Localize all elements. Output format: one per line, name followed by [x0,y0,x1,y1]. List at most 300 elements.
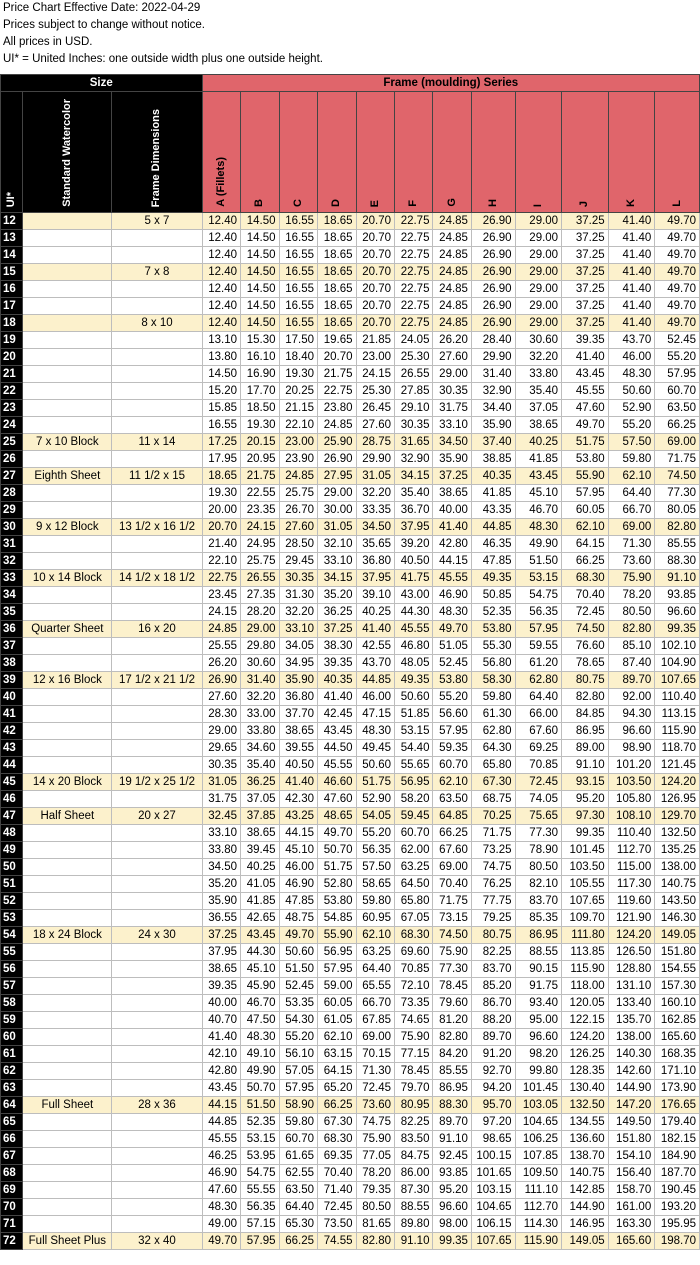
price-cell: 63.25 [394,859,432,876]
price-cell: 45.10 [279,842,317,859]
price-cell: 62.10 [356,927,394,944]
table-row [1,298,700,315]
price-cell: 77.30 [433,961,471,978]
price-cell: 77.30 [655,485,700,502]
price-cell: 32.20 [279,604,317,621]
price-cell: 77.15 [394,1046,432,1063]
price-cell: 29.00 [515,247,562,264]
price-cell: 39.10 [356,587,394,604]
series-column-header: H [471,92,515,213]
price-cell: 74.50 [655,468,700,485]
price-cell: 64.40 [356,961,394,978]
price-cell: 84.75 [394,1148,432,1165]
price-cell: 30.35 [433,383,471,400]
price-cell: 97.20 [471,1114,515,1131]
price-cell: 77.30 [515,825,562,842]
price-cell: 115.00 [608,859,655,876]
price-cell: 100.15 [471,1148,515,1165]
price-cell: 35.20 [202,876,240,893]
watercolor-cell [23,417,112,434]
price-cell: 16.55 [279,213,317,230]
price-cell: 57.95 [655,366,700,383]
ui-cell: 29 [1,502,23,519]
frame-dimension-cell [112,1046,202,1063]
price-cell: 28.30 [202,706,240,723]
price-cell: 19.30 [279,366,317,383]
watercolor-cell [23,638,112,655]
table-row [1,1131,700,1148]
price-cell: 111.10 [515,1182,562,1199]
price-cell: 126.95 [655,791,700,808]
ui-cell: 13 [1,230,23,247]
price-cell: 29.45 [279,553,317,570]
price-cell: 55.90 [562,468,609,485]
price-cell: 69.60 [394,944,432,961]
price-cell: 37.25 [562,230,609,247]
price-cell: 60.05 [318,995,356,1012]
series-column-header: G [433,92,471,213]
price-cell: 21.40 [202,536,240,553]
price-cell: 80.95 [394,1097,432,1114]
frame-dimension-cell [112,961,202,978]
watercolor-cell [23,400,112,417]
price-cell: 53.80 [471,621,515,638]
price-cell: 16.55 [279,281,317,298]
price-cell: 39.35 [562,332,609,349]
frame-dimension-cell [112,502,202,519]
price-cell: 54.30 [279,1012,317,1029]
watercolor-cell [23,757,112,774]
price-cell: 84.20 [433,1046,471,1063]
price-cell: 59.55 [515,638,562,655]
watercolor-cell [23,706,112,723]
price-cell: 193.20 [655,1199,700,1216]
price-cell: 96.60 [515,1029,562,1046]
frame-dimension-cell: 11 x 14 [112,434,202,451]
watercolor-cell: 14 x 20 Block [23,774,112,791]
frame-dimension-cell [112,842,202,859]
price-cell: 79.70 [394,1080,432,1097]
table-row [1,1012,700,1029]
price-cell: 69.00 [433,859,471,876]
table-row [1,1114,700,1131]
price-cell: 20.15 [241,434,279,451]
price-cell: 46.80 [394,638,432,655]
price-cell: 73.35 [394,995,432,1012]
price-cell: 154.55 [655,961,700,978]
price-cell: 163.30 [608,1216,655,1233]
frame-dimension-cell [112,1165,202,1182]
size-header: Size [1,75,203,92]
price-cell: 45.55 [394,621,432,638]
ui-cell: 45 [1,774,23,791]
price-cell: 15.20 [202,383,240,400]
table-row [1,961,700,978]
watercolor-cell [23,740,112,757]
price-cell: 19.65 [318,332,356,349]
price-cell: 86.00 [394,1165,432,1182]
price-cell: 29.00 [515,264,562,281]
watercolor-cell [23,383,112,400]
price-cell: 39.35 [202,978,240,995]
price-cell: 34.40 [471,400,515,417]
price-cell: 109.50 [515,1165,562,1182]
price-cell: 32.20 [241,689,279,706]
price-cell: 89.00 [562,740,609,757]
price-cell: 30.35 [279,570,317,587]
price-cell: 64.40 [608,485,655,502]
price-cell: 26.90 [471,213,515,230]
price-cell: 22.75 [394,298,432,315]
watercolor-cell [23,502,112,519]
series-column-header: C [279,92,317,213]
price-cell: 102.10 [655,638,700,655]
price-cell: 39.55 [279,740,317,757]
ui-cell: 48 [1,825,23,842]
price-cell: 97.30 [562,808,609,825]
price-cell: 51.50 [515,553,562,570]
price-cell: 57.50 [356,859,394,876]
watercolor-cell [23,1199,112,1216]
price-cell: 49.45 [356,740,394,757]
price-cell: 15.85 [202,400,240,417]
price-cell: 107.65 [471,1233,515,1250]
price-cell: 58.20 [394,791,432,808]
ui-cell: 19 [1,332,23,349]
price-cell: 22.75 [394,264,432,281]
price-cell: 75.90 [433,944,471,961]
price-cell: 75.90 [356,1131,394,1148]
price-cell: 41.40 [279,774,317,791]
price-cell: 32.45 [202,808,240,825]
price-cell: 74.75 [356,1114,394,1131]
table-row [1,706,700,723]
price-cell: 66.70 [608,502,655,519]
price-cell: 44.15 [433,553,471,570]
price-cell: 37.25 [562,213,609,230]
price-cell: 41.40 [608,213,655,230]
price-cell: 35.40 [515,383,562,400]
price-cell: 12.40 [202,281,240,298]
price-cell: 107.65 [655,672,700,689]
price-cell: 142.85 [562,1182,609,1199]
price-cell: 43.45 [562,366,609,383]
price-cell: 92.00 [608,689,655,706]
price-cell: 49.70 [202,1233,240,1250]
price-cell: 56.10 [279,1046,317,1063]
table-row [1,791,700,808]
price-cell: 72.45 [318,1199,356,1216]
price-cell: 12.40 [202,315,240,332]
price-cell: 76.60 [562,638,609,655]
price-cell: 138.00 [655,859,700,876]
frame-dimension-cell [112,485,202,502]
price-cell: 64.40 [515,689,562,706]
price-cell: 16.55 [279,315,317,332]
watercolor-cell [23,655,112,672]
price-cell: 20.70 [356,213,394,230]
price-cell: 43.35 [471,502,515,519]
ui-cell: 63 [1,1080,23,1097]
price-cell: 54.40 [394,740,432,757]
price-cell: 21.15 [279,400,317,417]
frame-dimension-cell [112,1012,202,1029]
price-cell: 42.80 [202,1063,240,1080]
price-cell: 104.65 [471,1199,515,1216]
price-cell: 95.20 [433,1182,471,1199]
price-cell: 18.65 [318,281,356,298]
price-cell: 49.90 [241,1063,279,1080]
price-cell: 122.15 [562,1012,609,1029]
price-cell: 50.85 [471,587,515,604]
frame-dimension-cell [112,332,202,349]
price-cell: 72.45 [356,1080,394,1097]
price-cell: 43.25 [279,808,317,825]
price-cell: 49.70 [655,230,700,247]
price-cell: 28.75 [356,434,394,451]
watercolor-cell: 10 x 14 Block [23,570,112,587]
price-cell: 43.45 [241,927,279,944]
price-cell: 42.30 [279,791,317,808]
price-cell: 60.95 [356,910,394,927]
price-cell: 91.10 [433,1131,471,1148]
ui-cell: 31 [1,536,23,553]
ui-cell: 38 [1,655,23,672]
price-cell: 75.90 [608,570,655,587]
watercolor-cell [23,230,112,247]
price-cell: 105.55 [562,876,609,893]
watercolor-cell [23,723,112,740]
price-cell: 24.05 [394,332,432,349]
frame-dimension-cell [112,995,202,1012]
price-cell: 14.50 [241,298,279,315]
price-cell: 64.30 [471,740,515,757]
price-cell: 89.70 [471,1029,515,1046]
price-cell: 93.15 [562,774,609,791]
price-cell: 43.70 [356,655,394,672]
table-row [1,468,700,485]
table-row [1,978,700,995]
price-cell: 56.80 [471,655,515,672]
ui-cell: 42 [1,723,23,740]
frame-dimension-cell [112,298,202,315]
price-cell: 78.45 [394,1063,432,1080]
price-cell: 41.40 [608,315,655,332]
price-cell: 53.15 [241,1131,279,1148]
price-cell: 154.10 [608,1148,655,1165]
price-cell: 20.70 [356,281,394,298]
price-cell: 67.30 [471,774,515,791]
price-cell: 53.80 [433,672,471,689]
price-cell: 93.85 [433,1165,471,1182]
ui-cell: 37 [1,638,23,655]
price-cell: 117.30 [608,876,655,893]
price-cell: 25.30 [356,383,394,400]
price-cell: 40.00 [433,502,471,519]
price-cell: 27.60 [433,349,471,366]
table-row [1,757,700,774]
price-cell: 52.45 [433,655,471,672]
price-cell: 93.85 [655,587,700,604]
price-cell: 80.75 [471,927,515,944]
effective-date-note: Price Chart Effective Date: 2022-04-29 [3,2,201,14]
price-cell: 52.35 [471,604,515,621]
price-cell: 73.15 [433,910,471,927]
price-cell: 165.60 [655,1029,700,1046]
frame-dimension-cell [112,706,202,723]
price-cell: 56.95 [318,944,356,961]
watercolor-cell [23,910,112,927]
price-cell: 115.90 [655,723,700,740]
price-cell: 65.80 [394,893,432,910]
price-cell: 37.25 [562,298,609,315]
price-cell: 35.40 [394,485,432,502]
price-cell: 53.80 [562,451,609,468]
ui-cell: 53 [1,910,23,927]
frame-dimension-cell: 11 1/2 x 15 [112,468,202,485]
price-cell: 61.20 [515,655,562,672]
price-cell: 32.20 [515,349,562,366]
table-row [1,502,700,519]
ui-cell: 66 [1,1131,23,1148]
price-cell: 28.20 [241,604,279,621]
watercolor-cell [23,485,112,502]
price-cell: 25.75 [241,553,279,570]
watercolor-cell [23,536,112,553]
table-row [1,740,700,757]
ui-cell: 26 [1,451,23,468]
price-cell: 29.90 [356,451,394,468]
ui-cell: 41 [1,706,23,723]
price-cell: 37.95 [394,519,432,536]
price-cell: 91.20 [471,1046,515,1063]
price-cell: 26.90 [318,451,356,468]
price-cell: 128.80 [608,961,655,978]
price-cell: 50.60 [608,383,655,400]
watercolor-cell [23,1080,112,1097]
price-cell: 54.05 [356,808,394,825]
watercolor-cell: 7 x 10 Block [23,434,112,451]
price-cell: 101.45 [562,842,609,859]
price-cell: 53.15 [394,723,432,740]
table-row [1,451,700,468]
price-cell: 86.70 [471,995,515,1012]
price-cell: 53.95 [241,1148,279,1165]
price-cell: 27.85 [394,383,432,400]
ui-cell: 24 [1,417,23,434]
price-cell: 63.50 [279,1182,317,1199]
price-cell: 37.40 [471,434,515,451]
price-cell: 37.95 [356,570,394,587]
price-cell: 98.90 [608,740,655,757]
price-cell: 32.90 [471,383,515,400]
frame-dimension-cell [112,638,202,655]
price-cell: 57.95 [318,961,356,978]
frame-dimension-cell [112,366,202,383]
ui-cell: 46 [1,791,23,808]
price-cell: 106.15 [471,1216,515,1233]
price-cell: 44.85 [471,519,515,536]
price-cell: 26.45 [356,400,394,417]
price-cell: 32.10 [318,536,356,553]
price-cell: 29.65 [202,740,240,757]
price-cell: 50.60 [356,757,394,774]
watercolor-cell [23,264,112,281]
price-cell: 42.45 [318,706,356,723]
price-cell: 38.85 [471,451,515,468]
currency-note: All prices in USD. [3,36,93,48]
ui-cell: 58 [1,995,23,1012]
price-cell: 143.50 [655,893,700,910]
price-cell: 68.30 [318,1131,356,1148]
table-row [1,570,700,587]
price-cell: 59.80 [356,893,394,910]
price-cell: 60.05 [562,502,609,519]
price-cell: 65.80 [471,757,515,774]
price-cell: 128.35 [562,1063,609,1080]
price-cell: 33.10 [279,621,317,638]
price-cell: 56.35 [515,604,562,621]
price-cell: 64.50 [394,876,432,893]
price-cell: 20.00 [202,502,240,519]
price-cell: 22.55 [241,485,279,502]
price-cell: 18.65 [202,468,240,485]
price-cell: 47.85 [279,893,317,910]
ui-cell: 27 [1,468,23,485]
price-cell: 24.85 [202,621,240,638]
frame-dimension-cell: 7 x 8 [112,264,202,281]
series-column-header: E [356,92,394,213]
ui-cell: 67 [1,1148,23,1165]
ui-cell: 16 [1,281,23,298]
price-cell: 58.30 [471,672,515,689]
price-cell: 25.30 [394,349,432,366]
price-cell: 80.50 [515,859,562,876]
table-row [1,1063,700,1080]
price-cell: 12.40 [202,298,240,315]
price-cell: 38.65 [241,825,279,842]
frame-dimension-cell [112,451,202,468]
price-cell: 82.80 [356,1233,394,1250]
price-cell: 144.90 [562,1199,609,1216]
price-cell: 147.20 [608,1097,655,1114]
price-cell: 45.55 [562,383,609,400]
price-cell: 26.90 [471,298,515,315]
price-cell: 52.80 [318,876,356,893]
price-cell: 17.95 [202,451,240,468]
table-row [1,638,700,655]
price-cell: 55.30 [471,638,515,655]
price-cell: 190.45 [655,1182,700,1199]
price-cell: 41.40 [562,349,609,366]
ui-cell: 30 [1,519,23,536]
price-cell: 36.70 [394,502,432,519]
price-cell: 23.00 [279,434,317,451]
price-cell: 99.35 [655,621,700,638]
frame-dimension-cell: 32 x 40 [112,1233,202,1250]
price-cell: 138.70 [562,1148,609,1165]
price-cell: 34.15 [394,468,432,485]
price-cell: 29.80 [241,638,279,655]
price-cell: 20.70 [356,247,394,264]
price-cell: 118.00 [562,978,609,995]
price-cell: 61.05 [318,1012,356,1029]
price-cell: 30.35 [394,417,432,434]
ui-cell: 43 [1,740,23,757]
price-cell: 82.10 [515,876,562,893]
frame-dimension-cell: 17 1/2 x 21 1/2 [112,672,202,689]
price-cell: 38.65 [279,723,317,740]
